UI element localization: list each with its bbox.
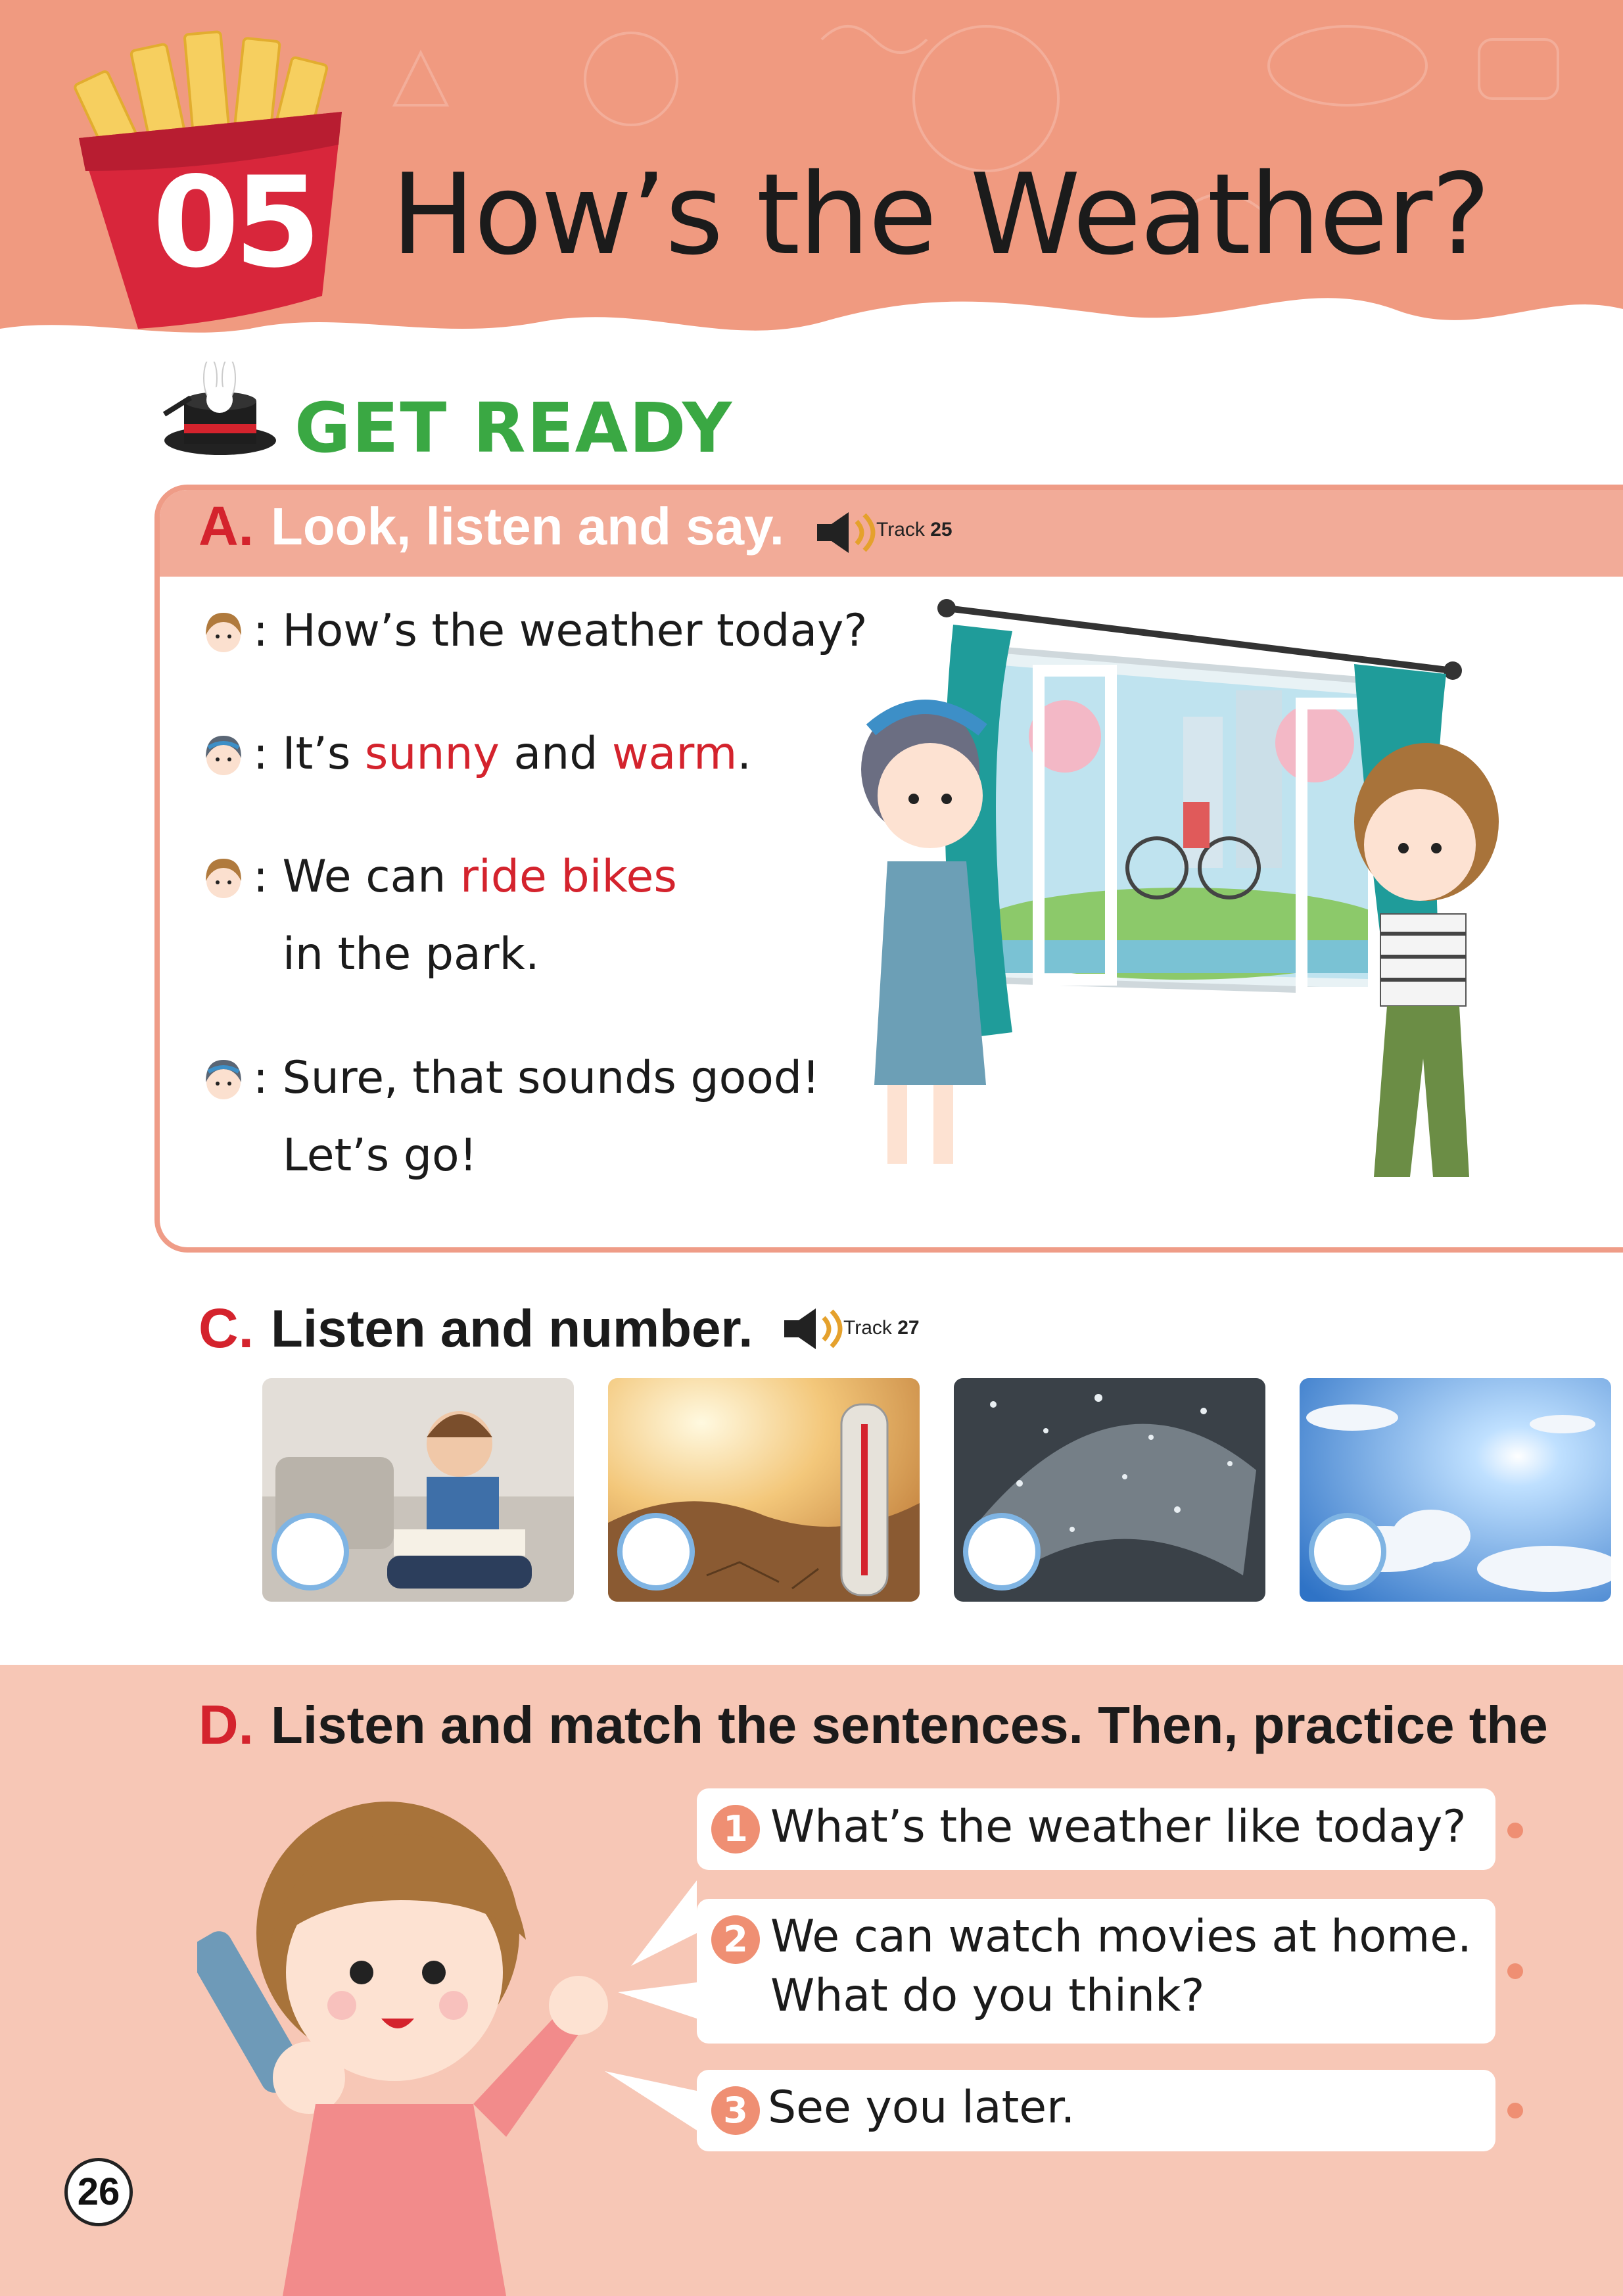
unit-title: How’s the Weather?	[391, 150, 1490, 280]
dialogue-text: We can	[282, 851, 461, 903]
number-badge-3: 3	[711, 2086, 760, 2135]
girl-headband-face-icon	[200, 733, 247, 779]
dialogue-line-1: : How’s the weather today?	[253, 605, 868, 657]
match-dot-2[interactable]	[1507, 1963, 1523, 1979]
magic-hat-icon	[158, 362, 283, 467]
girl-brown-hair-face-icon	[200, 856, 247, 902]
dialogue-text: How’s the weather today?	[282, 605, 868, 657]
section-a-title: Look, listen and say.	[271, 497, 784, 556]
section-c-title: Listen and number.	[271, 1299, 753, 1358]
girl-on-phone-illustration	[197, 1795, 697, 2296]
dialogue-line-4: : Sure, that sounds good!	[253, 1052, 820, 1104]
answer-circle-2[interactable]	[617, 1513, 695, 1590]
answer-circle-4[interactable]	[1309, 1513, 1386, 1590]
track-number: 25	[930, 519, 953, 540]
sentence-2-text: We can watch movies at home.	[770, 1911, 1472, 1963]
dialogue-text: It’s	[282, 728, 365, 780]
match-dot-3[interactable]	[1507, 2103, 1523, 2118]
unit-header	[0, 0, 1623, 342]
dialogue-text: and	[499, 728, 613, 780]
sentence-3-text: See you later.	[768, 2082, 1075, 2134]
section-a-letter: A.	[199, 495, 254, 557]
answer-circle-1[interactable]	[271, 1513, 349, 1590]
dialogue-line-3: : We can ride bikes	[253, 851, 677, 903]
section-c-track[interactable]	[843, 1317, 920, 1339]
dialogue-line-3-cont: in the park.	[283, 928, 540, 980]
track-label: Track	[843, 1317, 892, 1339]
dialogue-text: .	[737, 728, 751, 780]
sentence-2-text-cont: What do you think?	[770, 1970, 1205, 2022]
speaker-audio-icon[interactable]	[812, 510, 878, 556]
track-label: Track	[876, 519, 925, 540]
answer-circle-3[interactable]	[963, 1513, 1041, 1590]
section-d-title: Listen and match the sentences. Then, practice the	[271, 1696, 1548, 1754]
track-number: 27	[897, 1317, 920, 1339]
section-c-letter: C.	[199, 1297, 254, 1359]
dialogue-line-2: : It’s sunny and warm.	[253, 728, 751, 780]
page-number: 26	[64, 2158, 133, 2226]
highlight-word: ride bikes	[460, 851, 677, 903]
match-dot-1[interactable]	[1507, 1823, 1523, 1838]
girl-brown-hair-face-icon	[200, 610, 247, 656]
speaker-audio-icon[interactable]	[779, 1306, 845, 1352]
dialogue-line-4-cont: Let’s go!	[283, 1130, 477, 1182]
highlight-word: warm	[612, 728, 738, 780]
number-badge-2: 2	[711, 1915, 760, 1964]
highlight-word: sunny	[364, 728, 500, 780]
number-badge-1: 1	[711, 1805, 760, 1854]
get-ready-heading: GET READY	[294, 388, 734, 468]
window-scene-illustration	[815, 585, 1538, 1230]
dialogue-text: Sure, that sounds good!	[282, 1052, 820, 1104]
section-a-track[interactable]	[876, 519, 953, 541]
girl-headband-face-icon	[200, 1057, 247, 1103]
unit-number: 05	[153, 150, 316, 295]
section-d-letter: D.	[199, 1694, 254, 1756]
sentence-1-text: What’s the weather like today?	[770, 1801, 1467, 1853]
